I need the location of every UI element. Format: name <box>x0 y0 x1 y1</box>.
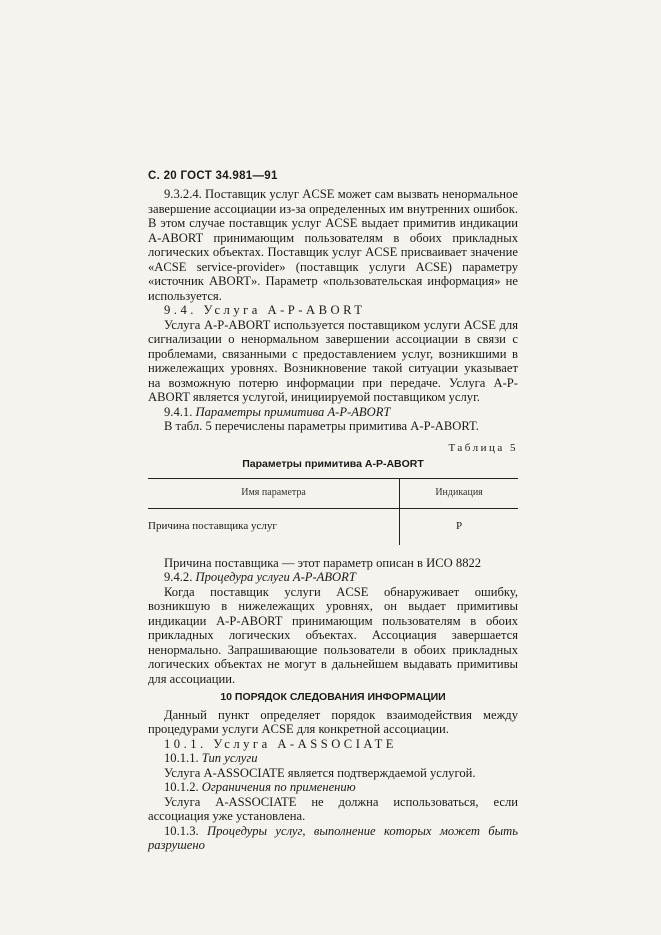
paragraph-10-1-2: Услуга A-ASSOCIATE не должна использоваться, если ассоциация уже установлена. <box>148 794 518 823</box>
paragraph-9-4-1: В табл. 5 перечислены параметры примитива A-P-ABORT. <box>164 419 479 433</box>
parameters-table <box>148 478 518 545</box>
heading-10-1-1-number: 10.1.1. <box>164 751 199 765</box>
page-header: С. 20 ГОСТ 34.981—91 <box>148 170 278 182</box>
table-title: Параметры примитива A-P-ABORT <box>242 458 424 470</box>
heading-10-1-3 <box>148 824 518 853</box>
heading-9-4-1-number: 9.4.1. <box>164 404 193 419</box>
paragraph-provider-reason: Причина поставщика — этот параметр описан в ИСО 8822 <box>164 555 482 570</box>
table-label: Таблица 5 <box>448 441 518 454</box>
column-header-parameter-name: Имя параметра <box>148 478 400 508</box>
section-10-title: 10 ПОРЯДОК СЛЕДОВАНИЯ ИНФОРМАЦИИ <box>220 691 446 703</box>
paragraph-10-1-1: Услуга A-ASSOCIATE является подтверждаемой услугой. <box>164 765 476 780</box>
heading-10-1-3-title: Процедуры услуг, выполнение которых может быть разрушено <box>148 823 518 852</box>
heading-10-1-1 <box>148 751 518 766</box>
table-cell-indication: P <box>455 520 463 533</box>
heading-9-4-1 <box>148 405 518 420</box>
paragraph-9-4: Услуга A-P-ABORT используется поставщиком услуги ACSE для сигнализации о ненормальном завершении ассоциации в связи с проблемами, связанными с предоставлением услуг, возникшими в нижележащих уровнях. Возникновение такой ситуации указывает на возможную потерю информации при передаче. Услуга A-P-ABORT является услугой, инициируемой поставщиком услуг. <box>148 317 518 404</box>
heading-10-1-2-title: Ограничения по применению <box>201 780 356 794</box>
paragraph-9-4-2: Когда поставщик услуги ACSE обнаруживает ошибку, возникшую в нижележащих уровнях, он выдает примитивы индикации A-P-ABORT принимающим пользователям в обоих прикладных логических объектах. Ассоциация завершается ненормально. Запрашивающие пользователи в обоих прикладных логических объектах не могут в дальнейшем выдавать примитивы для ассоциации. <box>148 584 518 686</box>
heading-9-4-2-title: Процедура услуги A-P-ABORT <box>195 570 356 584</box>
table-row <box>148 508 518 545</box>
heading-9-4: 9.4. Услуга A-P-ABORT <box>164 303 366 317</box>
heading-9-4-1-title: Параметры примитива A-P-ABORT <box>195 404 391 419</box>
paragraph-9-3-2-4: 9.3.2.4. Поставщик услуг ACSE может сам вызвать ненормальное завершение ассоциации из-за определенных им внутренних ошибок. В этом случае поставщик услуг ACSE выдает примитив индикации A-ABORT принимающим пользователям в обоих прикладных логических объектах. Поставщик услуг ACSE присваивает значение «ACSE service-provider» (поставщик услуги ACSE) параметру «источник ABORT». Параметр «пользовательская информация» не используется. <box>148 187 518 303</box>
heading-10-1-2 <box>148 780 518 795</box>
table-cell-parameter-name: Причина поставщика услуг <box>148 508 400 545</box>
heading-10-1-3-number: 10.1.3. <box>164 823 199 838</box>
heading-10-1-1-title: Тип услуги <box>201 751 258 765</box>
heading-10-1-2-number: 10.1.2. <box>164 780 199 794</box>
document-body <box>148 187 518 853</box>
heading-10-1: 10.1. Услуга A-ASSOCIATE <box>164 736 397 751</box>
heading-9-4-2 <box>148 570 518 585</box>
column-header-indication: Индикация <box>400 478 518 508</box>
heading-9-4-2-number: 9.4.2. <box>164 570 193 584</box>
paragraph-10: Данный пункт определяет порядок взаимодействия между процедурами услуги ACSE для конкретной ассоциации. <box>148 707 518 736</box>
